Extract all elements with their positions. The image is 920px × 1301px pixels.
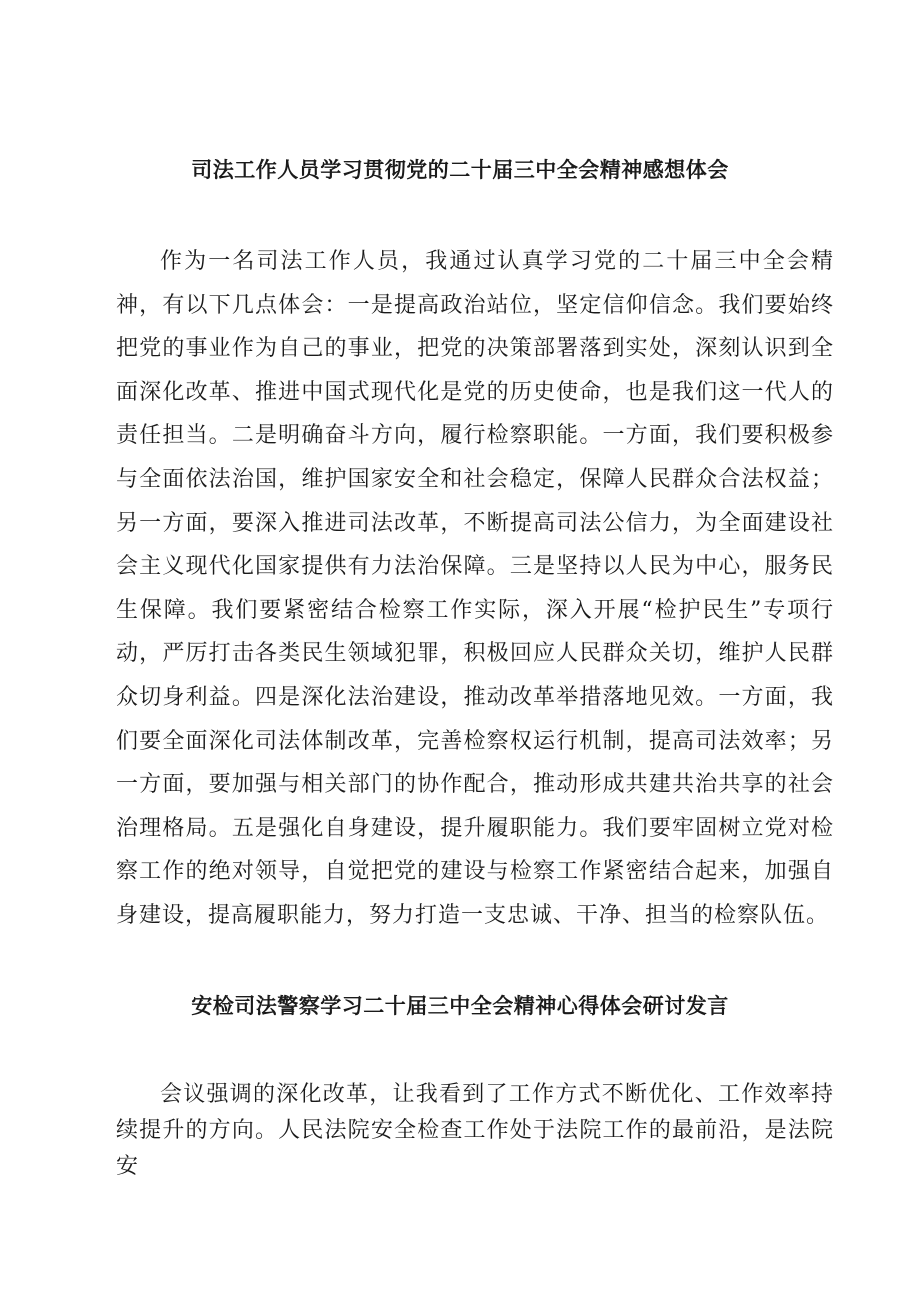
section-2-title: 安检司法警察学习二十届三中全会精神心得体会研讨发言 xyxy=(191,994,729,1018)
section-1-body: 作为一名司法工作人员，我通过认真学习党的二十届三中全会精神，有以下几点体会：一是提高政治站位，坚定信仰信念。我们要始终把党的事业作为自己的事业，把党的决策部署落到实处，深刻认识到全面深化改革、推进中国式现代化是党的历史使命，也是我们这一代人的责任担当。二是明确奋斗方向，履行检察职能。一方面，我们要积极参与全面依法治国，维护国家安全和社会稳定，保障人民群众合法权益；另一方面，要深入推进司法改革，不断提高司法公信力，为全面建设社会主义现代化国家提供有力法治保障。三是坚持以人民为中心，服务民生保障。我们要紧密结合检察工作实际，深入开展“检护民生”专项行动，严厉打击各类民生领域犯罪，积极回应人民群众关切，维护人民群众切身利益。四是深化法治建设，推动改革举措落地见效。一方面，我们要全面深化司法体制改革，完善检察权运行机制，提高司法效率；另一方面，要加强与相关部门的协作配合，推动形成共建共治共享的社会治理格局。五是强化自身建设，提升履职能力。我们要牢固树立党对检察工作的绝对领导，自觉把党的建设与检察工作紧密结合起来，加强自身建设，提高履职能力，努力打造一支忠诚、干净、担当的检察队伍。 xyxy=(116,249,834,928)
section-1-title: 司法工作人员学习贯彻党的二十届三中全会精神感想体会 xyxy=(191,158,729,182)
section-2-body: 会议强调的深化改革，让我看到了工作方式不断优化、工作效率持续提升的方向。人民法院安全检查工作处于法院工作的最前沿，是法院安 xyxy=(116,1082,834,1179)
